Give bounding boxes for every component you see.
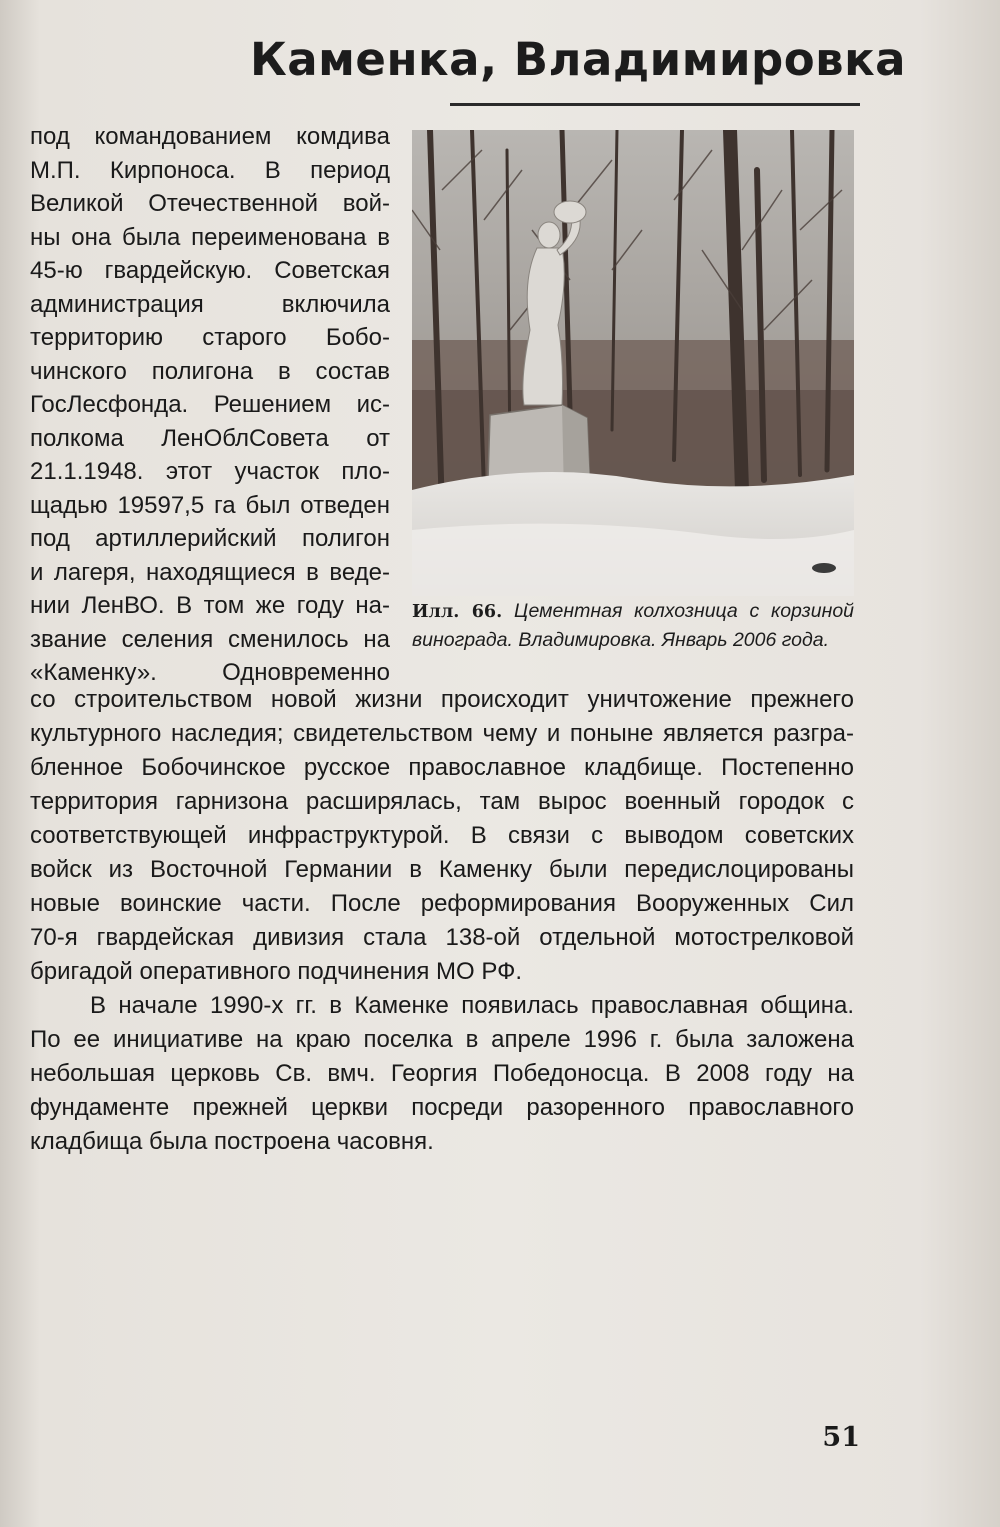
text-line: небольшая церковь Св. вмч. Георгия Победоносца. В 2008 году на — [30, 1060, 854, 1087]
text-line: под артиллерийский полигон — [30, 525, 390, 552]
page-title: Каменка, Владимировка — [250, 33, 907, 86]
figure-caption — [412, 597, 854, 654]
text-line: Великой Отечественной вой- — [30, 190, 390, 217]
text-line: ГосЛесфонда. Решением ис- — [30, 391, 390, 418]
text-line: В начале 1990-х гг. в Каменке появилась православная община. — [90, 992, 854, 1019]
text-line: 45-ю гвардейскую. Советская — [30, 257, 390, 284]
text-line: под командованием комдива — [30, 123, 390, 150]
text-line: соответствующей инфраструктурой. В связи с выводом советских — [30, 822, 854, 849]
text-line: администрация включила — [30, 290, 390, 318]
text-line: чинского полигона в состав — [30, 357, 390, 385]
text-line: звание селения сменилось на — [30, 625, 390, 653]
page-header — [250, 30, 907, 90]
text-line: «Каменку». Одновременно — [30, 659, 390, 686]
text-line: войск из Восточной Германии в Каменку были передислоцированы — [30, 856, 854, 883]
text-line: и лагеря, находящиеся в веде- — [30, 558, 390, 586]
figure-photo — [412, 130, 854, 596]
text-line: М.П. Кирпоноса. В период — [30, 156, 390, 184]
text-line: бригадой оперативного подчинения МО РФ. — [30, 958, 522, 985]
text-line: территория гарнизона расширялась, там вырос военный городок с — [30, 788, 854, 815]
text-line: 70-я гвардейская дивизия стала 138-ой отдельной мотострелковой — [30, 924, 854, 951]
text-line: щадью 19597,5 га был отведен — [30, 491, 390, 519]
figure-caption-text: Цементная колхозница с корзиной винограда. Владимировка. Январь 2006 года. — [412, 600, 855, 651]
statue-photo-illustration — [412, 130, 854, 596]
text-line: новые воинские части. После реформирования Вооруженных Сил — [30, 890, 854, 917]
text-line: территорию старого Бобо- — [30, 324, 390, 351]
text-line: фундаменте прежней церкви посреди разоренного православного — [30, 1094, 854, 1121]
left-column-text — [30, 120, 390, 690]
text-line: полкома ЛенОблСовета от — [30, 424, 390, 452]
page-number: 51 — [822, 1422, 860, 1453]
title-underline — [450, 103, 860, 106]
text-line: со строительством новой жизни происходит уничтожение прежнего — [30, 686, 854, 713]
text-line: культурного наследия; свидетельством чему и поныне является разгра- — [30, 720, 854, 747]
full-width-text — [30, 683, 854, 1159]
text-line: бленное Бобочинское русское православное кладбище. Постепенно — [30, 754, 854, 781]
text-line: 21.1.1948. этот участок пло- — [30, 458, 390, 485]
text-line: По ее инициативе на краю поселка в апреле 1996 г. была заложена — [30, 1026, 854, 1053]
figure-label: Илл. 66. — [412, 602, 503, 622]
text-line: ны она была переименована в — [30, 223, 390, 251]
text-line: нии ЛенВО. В том же году на- — [30, 592, 390, 619]
text-line: кладбища была построена часовня. — [30, 1128, 434, 1155]
